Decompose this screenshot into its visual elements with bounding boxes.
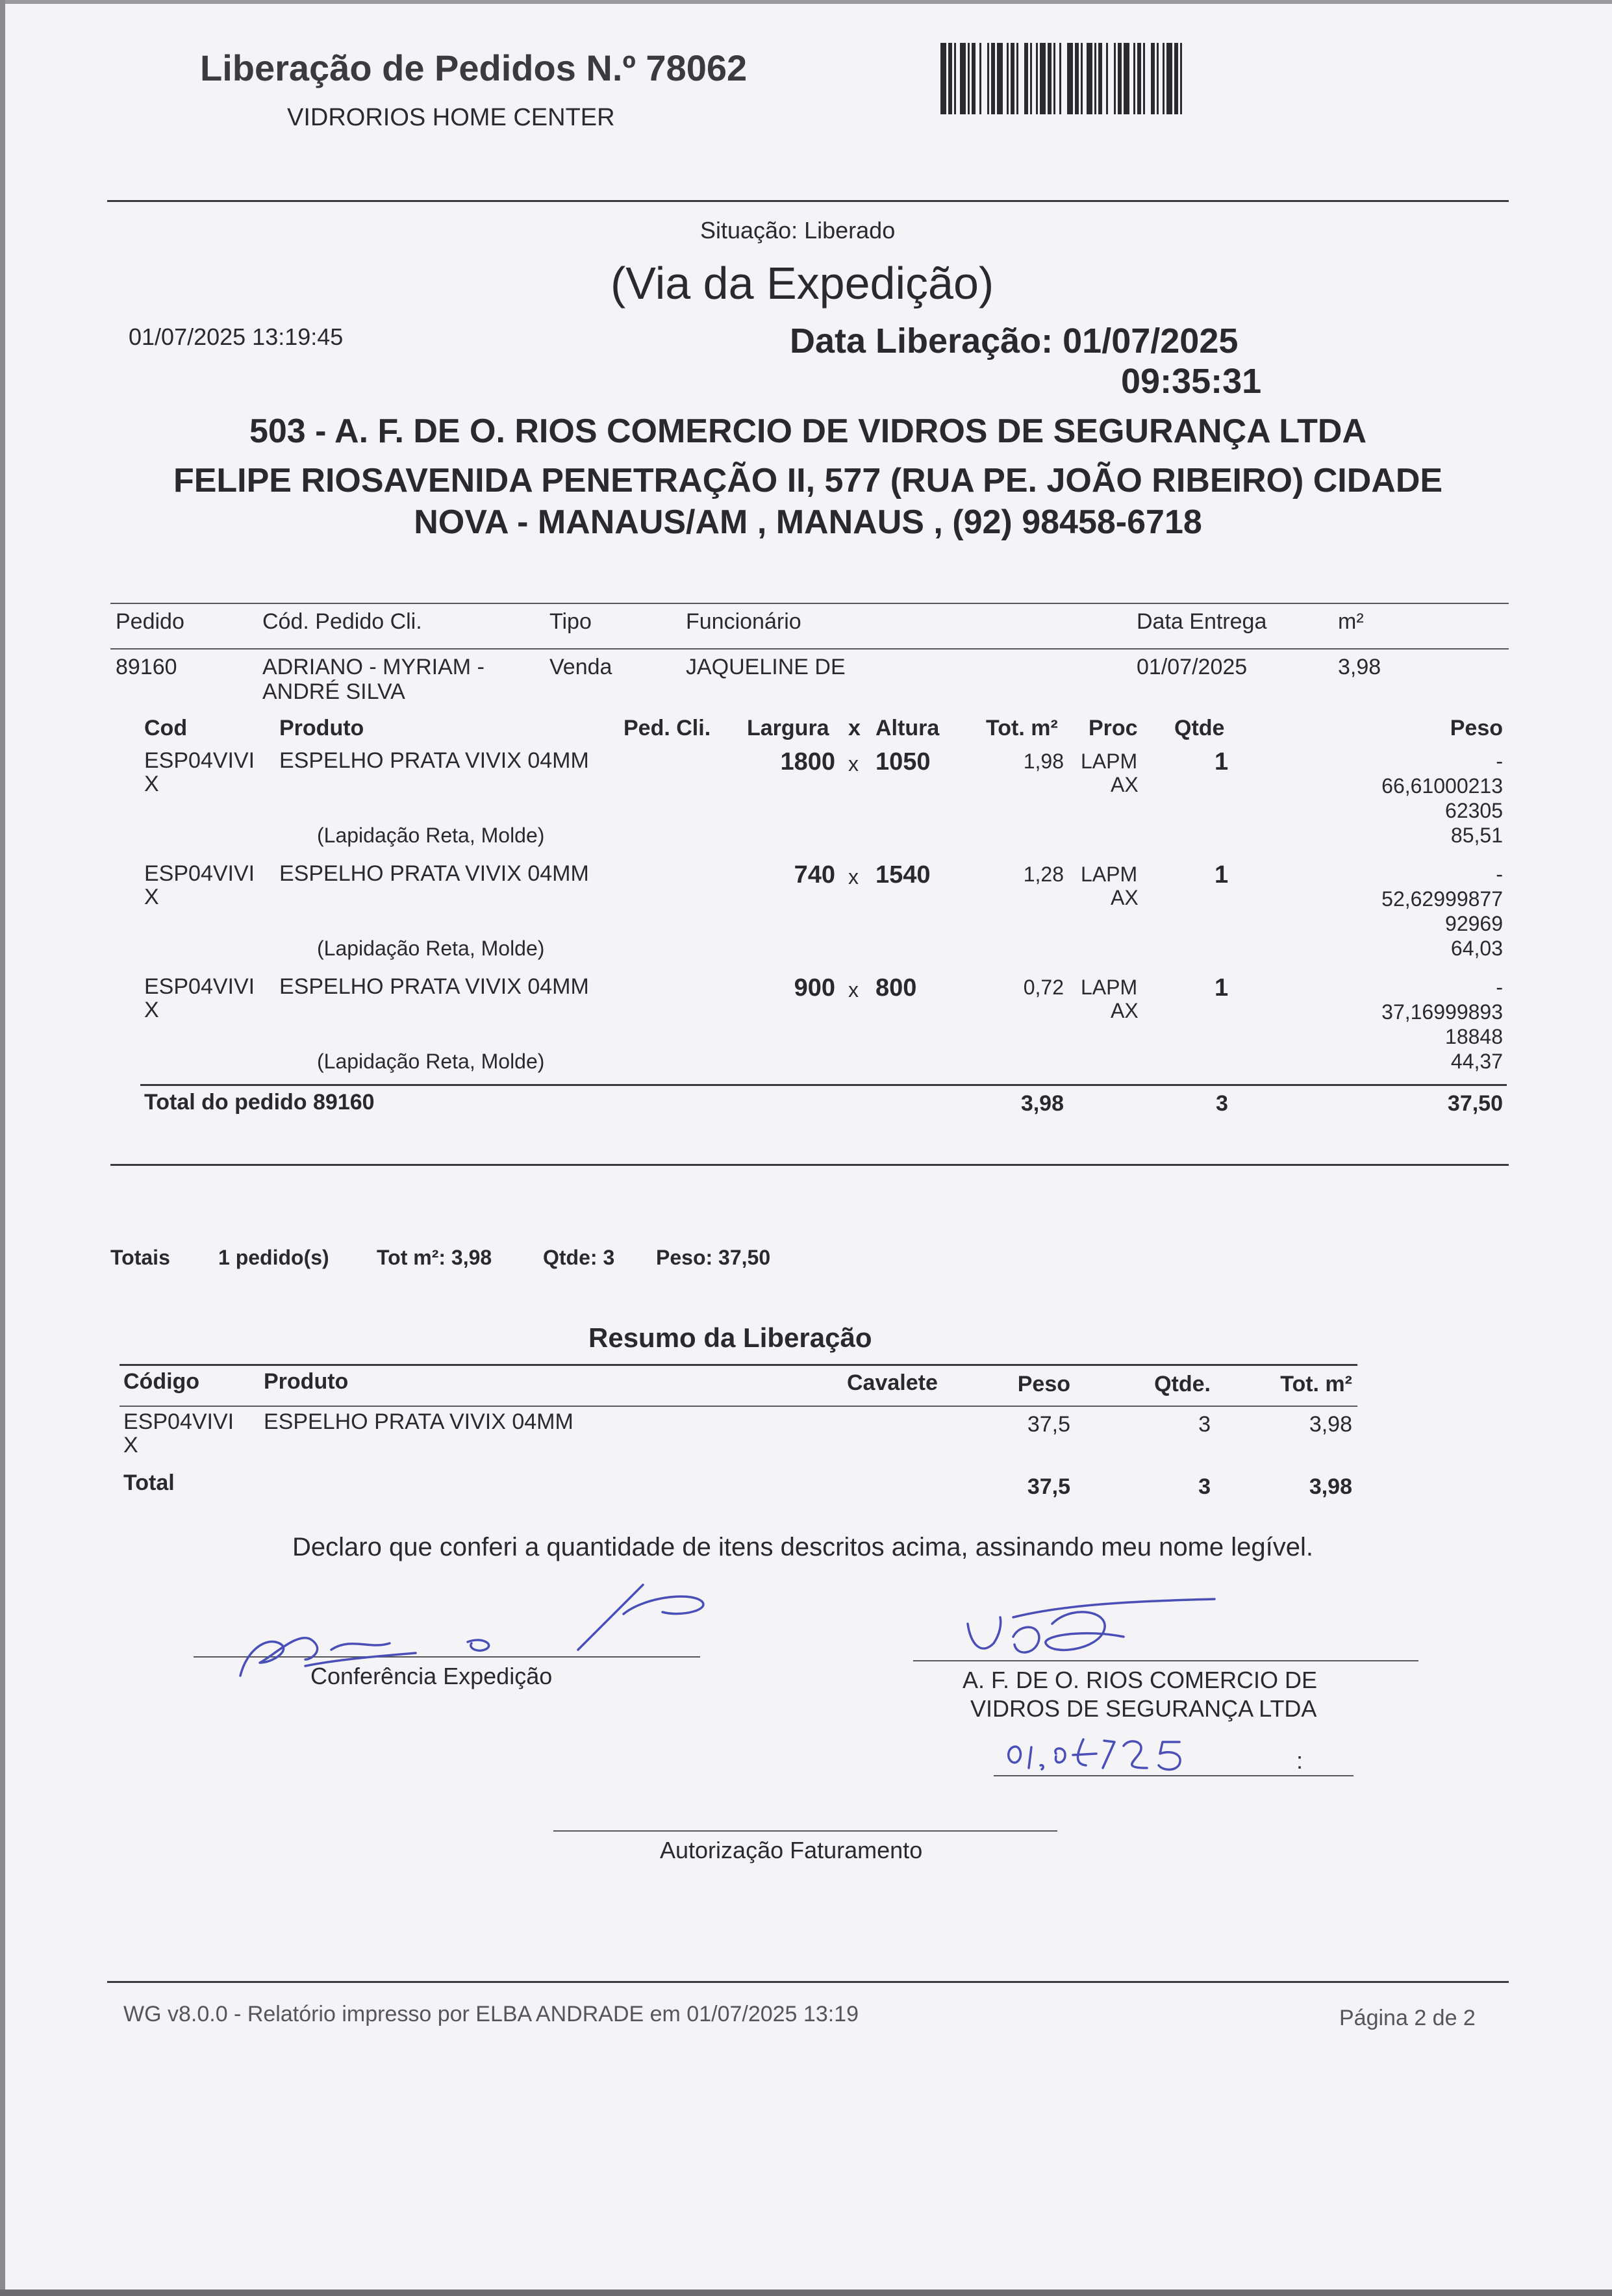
item-code: ESP04VIVI <box>144 861 255 886</box>
item-proc: LAPM <box>1081 976 1138 999</box>
totals-orders: 1 pedido(s) <box>218 1246 329 1269</box>
handwritten-date <box>1000 1728 1273 1780</box>
totals-label: Totais <box>110 1246 170 1269</box>
item-obs: (Lapidação Reta, Molde) <box>317 1050 545 1073</box>
order-total-m2: 3,98 <box>1020 1091 1064 1116</box>
company-name: VIDRORIOS HOME CENTER <box>287 104 615 131</box>
header-divider <box>107 200 1509 202</box>
order-m2: 3,98 <box>1338 655 1381 679</box>
order-type: Venda <box>549 655 612 679</box>
document-title: Liberação de Pedidos N.º 78062 <box>200 47 748 88</box>
order-employee: JAQUELINE DE <box>686 655 846 679</box>
summary-total-weight: 37,5 <box>1027 1474 1070 1499</box>
summary-table-top <box>120 1364 1357 1366</box>
item-weight-3: 85,51 <box>1450 824 1503 847</box>
item-weight-sign: - <box>1496 976 1503 999</box>
summary-header-divider <box>120 1406 1357 1407</box>
order-total-qty: 3 <box>1216 1091 1228 1116</box>
item-x: x <box>848 978 859 1002</box>
totals-m2: Tot m²: 3,98 <box>377 1246 492 1269</box>
list-item <box>0 748 1612 852</box>
item-proc: LAPM <box>1081 863 1138 886</box>
release-date: Data Liberação: 01/07/2025 <box>790 322 1239 360</box>
item-height: 1050 <box>875 748 931 776</box>
order-client-code-1: ADRIANO - MYRIAM - <box>262 655 485 679</box>
item-tot-m2: 0,72 <box>1023 976 1064 999</box>
totals-weight: Peso: 37,50 <box>656 1246 771 1269</box>
item-weight-sign: - <box>1496 863 1503 886</box>
summary-total-label: Total <box>123 1470 175 1495</box>
item-code: ESP04VIVI <box>144 748 255 773</box>
item-product: ESPELHO PRATA VIVIX 04MM <box>279 974 589 999</box>
item-code-suffix: X <box>144 998 159 1022</box>
items-col-ped-cli: Ped. Cli. <box>623 716 711 740</box>
item-qty: 1 <box>1215 861 1229 889</box>
item-product: ESPELHO PRATA VIVIX 04MM <box>279 861 589 886</box>
item-code: ESP04VIVI <box>144 974 255 999</box>
item-proc-suffix: AX <box>1111 773 1139 796</box>
signature-conferencia <box>234 1578 740 1682</box>
order-header-divider <box>110 648 1509 650</box>
signature-label-autorizacao: Autorização Faturamento <box>660 1837 923 1863</box>
signature-label-conferencia: Conferência Expedição <box>310 1663 553 1689</box>
order-total-weight: 37,50 <box>1447 1091 1503 1116</box>
items-col-altura: Altura <box>875 716 940 740</box>
order-table-top <box>110 603 1509 604</box>
item-x: x <box>848 865 859 889</box>
items-col-cod: Cod <box>144 716 188 740</box>
client-address-1: FELIPE RIOSAVENIDA PENETRAÇÃO II, 577 (RUA PE. JOÃO RIBEIRO) CIDADE <box>173 462 1443 499</box>
summary-qty: 3 <box>1198 1412 1211 1437</box>
list-item <box>0 861 1612 965</box>
item-weight-3: 64,03 <box>1450 937 1503 960</box>
item-tot-m2: 1,98 <box>1023 750 1064 773</box>
item-width: 900 <box>794 974 835 1002</box>
summary-product: ESPELHO PRATA VIVIX 04MM <box>264 1409 573 1434</box>
items-col-qtde: Qtde <box>1174 716 1225 740</box>
col-funcionario: Funcionário <box>686 609 801 634</box>
list-item <box>0 974 1612 1078</box>
item-obs: (Lapidação Reta, Molde) <box>317 824 545 847</box>
signature-empresa <box>955 1598 1228 1689</box>
scan-edge-top <box>0 0 1612 4</box>
summary-total-qty: 3 <box>1198 1474 1211 1499</box>
col-cod-pedido-cli: Cód. Pedido Cli. <box>262 609 422 634</box>
signature-label-empresa-2: VIDROS DE SEGURANÇA LTDA <box>970 1695 1317 1722</box>
item-height: 800 <box>875 974 917 1002</box>
printed-timestamp: 01/07/2025 13:19:45 <box>129 323 344 350</box>
declaration-text: Declaro que conferi a quantidade de itens descritos acima, assinando meu nome legível. <box>292 1533 1314 1561</box>
summary-weight: 37,5 <box>1027 1412 1070 1437</box>
summary-m2: 3,98 <box>1309 1412 1352 1437</box>
items-col-produto: Produto <box>279 716 364 740</box>
footer-report-info: WG v8.0.0 - Relatório impresso por ELBA ANDRADE em 01/07/2025 13:19 <box>123 2002 859 2026</box>
totals-qty: Qtde: 3 <box>543 1246 615 1269</box>
item-weight-2: 92969 <box>1445 912 1503 935</box>
signature-label-empresa-1: A. F. DE O. RIOS COMERCIO DE <box>963 1667 1318 1693</box>
item-proc: LAPM <box>1081 750 1138 773</box>
client-address-2: NOVA - MANAUS/AM , MANAUS , (92) 98458-6718 <box>414 503 1202 541</box>
situation-label: Situação: Liberado <box>700 217 896 244</box>
via-label: (Via da Expedição) <box>611 258 994 309</box>
order-number: 89160 <box>116 655 177 679</box>
summary-col-qtde: Qtde. <box>1154 1372 1211 1396</box>
item-qty: 1 <box>1215 974 1229 1002</box>
order-section-end <box>110 1164 1509 1166</box>
summary-title: Resumo da Liberação <box>588 1322 872 1353</box>
date-separator: : <box>1296 1747 1303 1774</box>
order-client-code-2: ANDRÉ SILVA <box>262 679 405 704</box>
items-col-tot-m2: Tot. m² <box>986 716 1058 740</box>
col-tipo: Tipo <box>549 609 592 634</box>
item-weight-3: 44,37 <box>1450 1050 1503 1073</box>
item-width: 1800 <box>780 748 835 776</box>
item-tot-m2: 1,28 <box>1023 863 1064 886</box>
item-weight-1: 66,61000213 <box>1381 774 1503 798</box>
col-m2: m² <box>1338 609 1364 634</box>
footer-divider <box>107 1981 1509 1983</box>
footer-page-number: Página 2 de 2 <box>1339 2006 1476 2030</box>
summary-col-cavalete: Cavalete <box>847 1370 938 1395</box>
items-col-x: x <box>848 716 861 740</box>
item-obs: (Lapidação Reta, Molde) <box>317 937 545 960</box>
signature-line-autorizacao <box>553 1830 1057 1832</box>
table-row <box>0 1409 1612 1461</box>
summary-col-codigo: Código <box>123 1369 200 1394</box>
item-width: 740 <box>794 861 835 889</box>
col-pedido: Pedido <box>116 609 184 634</box>
item-weight-1: 52,62999877 <box>1381 887 1503 911</box>
item-code-suffix: X <box>144 772 159 796</box>
scan-edge-left <box>0 0 5 2296</box>
order-total-divider <box>140 1084 1507 1086</box>
items-col-proc: Proc <box>1089 716 1138 740</box>
order-total-label: Total do pedido 89160 <box>144 1090 375 1115</box>
item-weight-sign: - <box>1496 750 1503 773</box>
item-product: ESPELHO PRATA VIVIX 04MM <box>279 748 589 773</box>
client-name: 503 - A. F. DE O. RIOS COMERCIO DE VIDROS DE SEGURANÇA LTDA <box>249 412 1367 450</box>
item-weight-1: 37,16999893 <box>1381 1000 1503 1024</box>
order-delivery-date: 01/07/2025 <box>1137 655 1248 679</box>
summary-col-peso: Peso <box>1017 1372 1070 1396</box>
col-data-entrega: Data Entrega <box>1137 609 1267 634</box>
item-proc-suffix: AX <box>1111 886 1139 909</box>
item-weight-2: 62305 <box>1445 799 1503 822</box>
scan-edge-bottom <box>0 2290 1612 2296</box>
summary-code: ESP04VIVI <box>123 1409 234 1434</box>
items-col-peso: Peso <box>1450 716 1503 740</box>
release-time: 09:35:31 <box>1121 362 1262 401</box>
barcode <box>940 43 1186 114</box>
summary-total-m2: 3,98 <box>1309 1474 1352 1499</box>
item-x: x <box>848 752 859 776</box>
items-col-largura: Largura <box>747 716 829 740</box>
item-weight-2: 18848 <box>1445 1025 1503 1048</box>
summary-col-produto: Produto <box>264 1369 349 1394</box>
item-proc-suffix: AX <box>1111 999 1139 1022</box>
summary-code-suffix: X <box>123 1433 138 1457</box>
item-code-suffix: X <box>144 885 159 909</box>
summary-col-tot-m2: Tot. m² <box>1280 1372 1352 1396</box>
item-height: 1540 <box>875 861 931 889</box>
item-qty: 1 <box>1215 748 1229 776</box>
